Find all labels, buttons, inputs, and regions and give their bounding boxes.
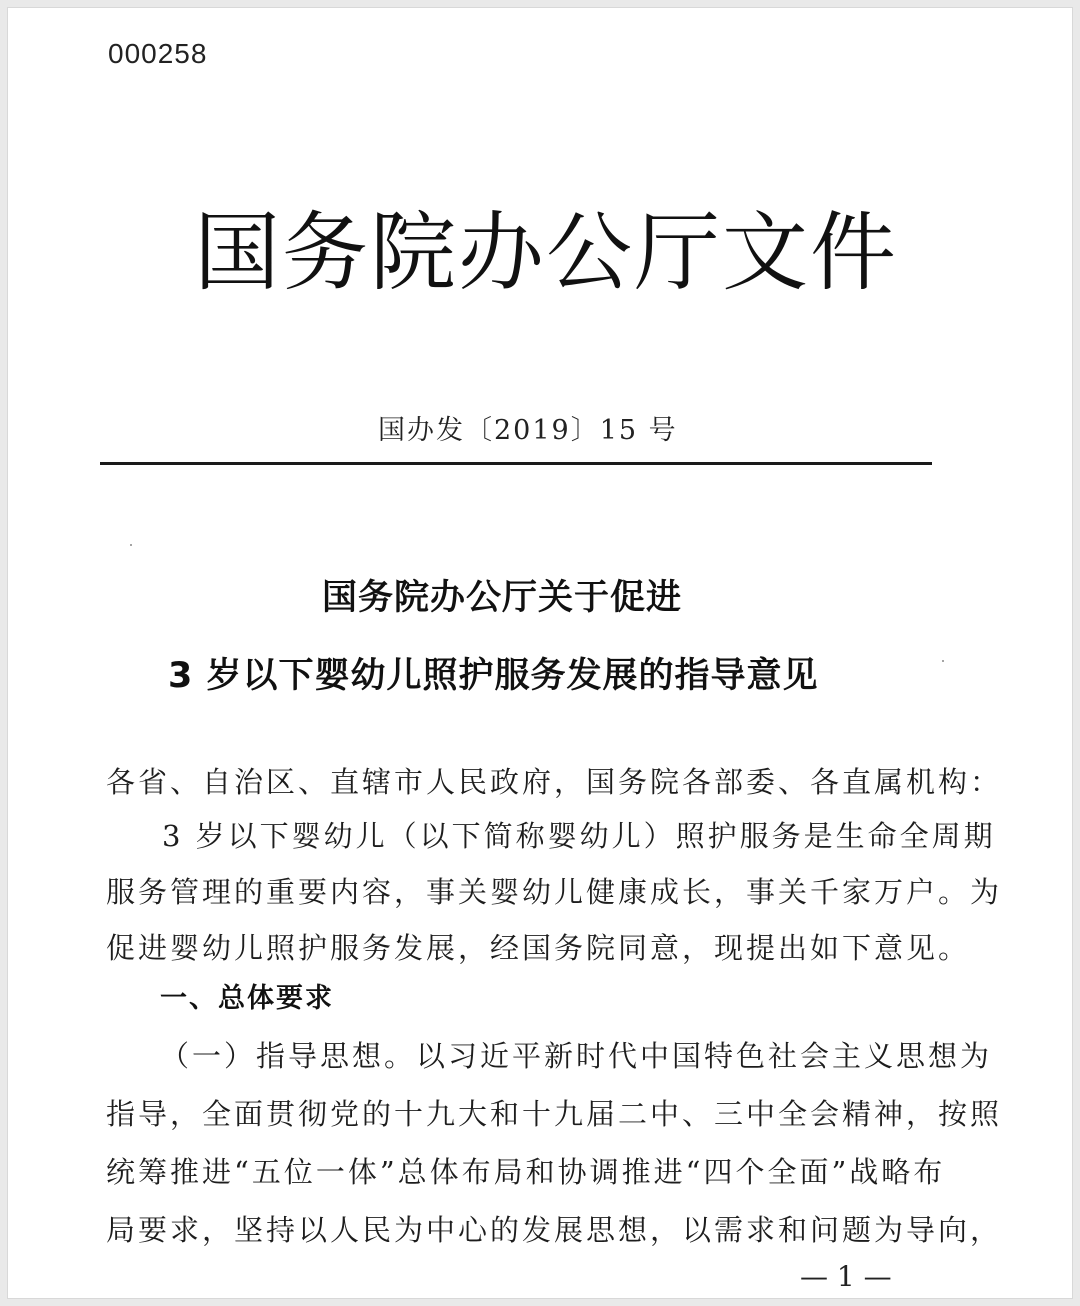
serial-number: 000258 bbox=[108, 38, 208, 69]
document-title-line-1: 国务院办公厅关于促进 bbox=[322, 578, 683, 618]
guiding-line: 统筹推进“五位一体”总体布局和协调推进“四个全面”战略布 bbox=[106, 1155, 946, 1189]
document-masthead: 国务院办公厅文件 bbox=[194, 203, 898, 303]
scan-speck bbox=[942, 660, 944, 662]
document-page bbox=[8, 8, 1072, 1298]
section-heading: 一、总体要求 bbox=[160, 983, 334, 1014]
guiding-line: 指导，全面贯彻党的十九大和十九届二中、三中全会精神，按照 bbox=[106, 1097, 1003, 1131]
scan-speck bbox=[130, 544, 132, 546]
guiding-line: （一）指导思想。以习近平新时代中国特色社会主义思想为 bbox=[160, 1039, 993, 1073]
intro-line: 服务管理的重要内容，事关婴幼儿健康成长，事关千家万户。为 bbox=[106, 875, 1003, 909]
guiding-line: 局要求，坚持以人民为中心的发展思想，以需求和问题为导向， bbox=[106, 1213, 1003, 1247]
document-title-line-2: 3 岁以下婴幼儿照护服务发展的指导意见 bbox=[168, 656, 819, 696]
document-number: 国办发〔2019〕15 号 bbox=[378, 415, 678, 446]
salutation: 各省、自治区、直辖市人民政府，国务院各部委、各直属机构： bbox=[106, 765, 1003, 799]
intro-line: 3 岁以下婴幼儿（以下简称婴幼儿）照护服务是生命全周期 bbox=[162, 819, 996, 853]
header-divider bbox=[100, 462, 932, 465]
page-number: — 1 — bbox=[800, 1260, 892, 1293]
intro-line: 促进婴幼儿照护服务发展，经国务院同意，现提出如下意见。 bbox=[106, 931, 971, 965]
